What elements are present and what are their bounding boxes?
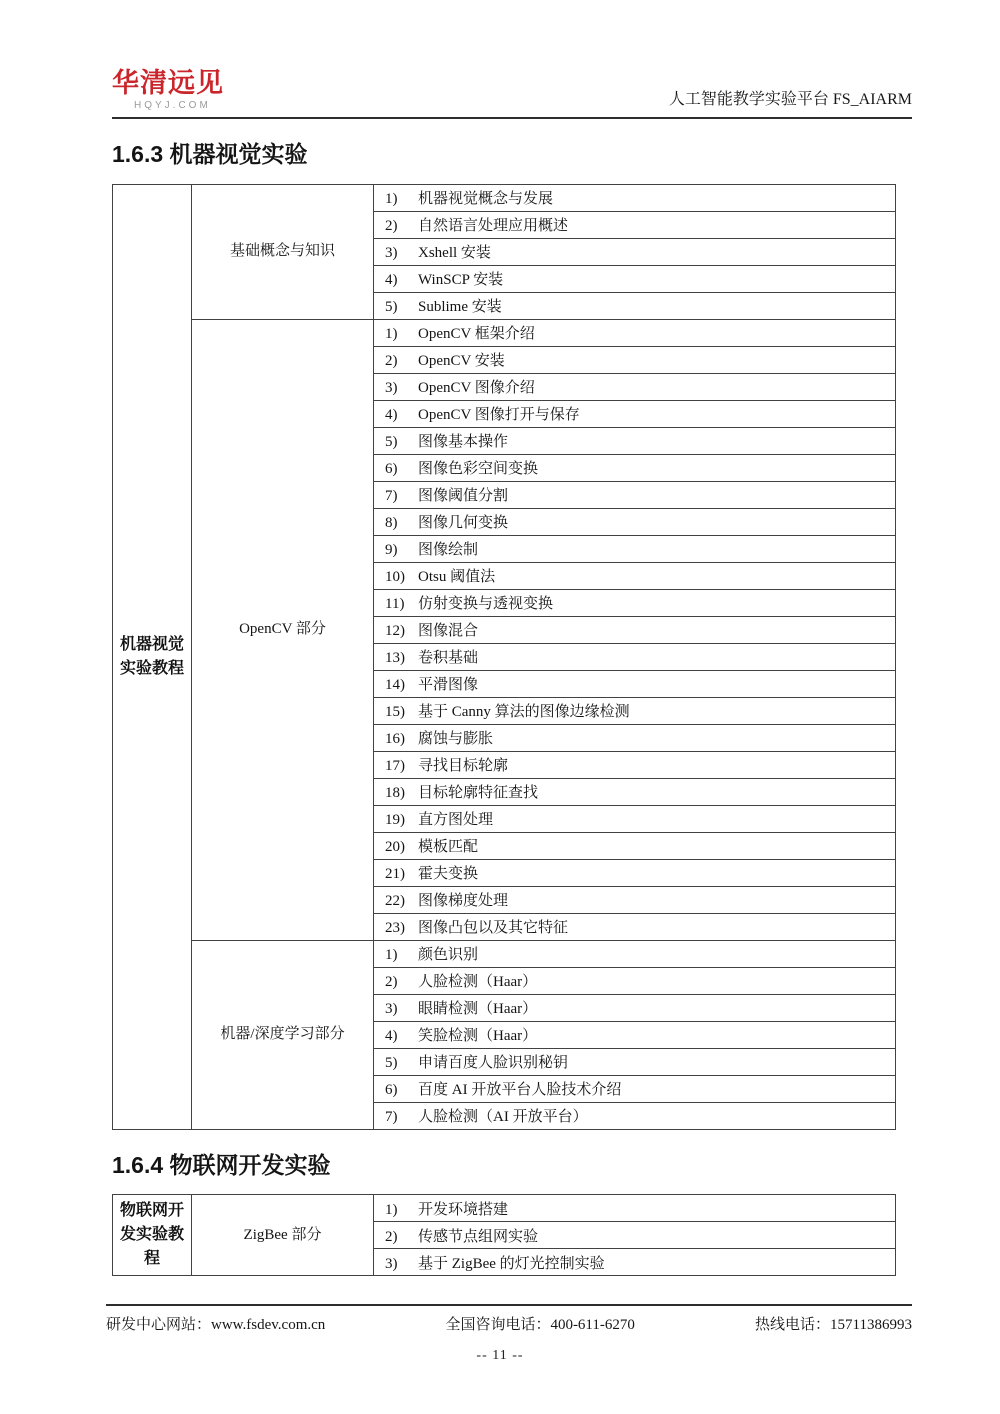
item-text: 目标轮廓特征查找 (418, 785, 539, 802)
item-number: 2) (385, 1228, 398, 1245)
item-number: 6) (385, 461, 398, 478)
page-header (112, 0, 912, 111)
company-logo (112, 70, 224, 111)
group-cell: 基础概念与知识 (192, 184, 374, 319)
item-text: 直方图处理 (418, 812, 494, 829)
item-number: 4) (385, 272, 398, 289)
item-number: 9) (385, 542, 398, 559)
item-number: 2) (385, 974, 398, 991)
item-text: OpenCV 安装 (418, 353, 505, 370)
item-number: 7) (385, 488, 398, 505)
item-cell (374, 724, 896, 751)
curriculum-table (112, 1194, 896, 1276)
item-cell (374, 238, 896, 265)
section-title: 1.6.4 物联网开发实验 (112, 1151, 331, 1178)
table-row (113, 1195, 896, 1222)
group-cell: 机器/深度学习部分 (192, 940, 374, 1129)
item-number: 11) (385, 596, 405, 613)
item-text: WinSCP 安装 (418, 272, 504, 289)
item-text: 寻找目标轮廓 (418, 758, 509, 775)
item-cell (374, 1249, 896, 1276)
item-number: 3) (385, 1001, 398, 1018)
item-cell (374, 427, 896, 454)
item-text: 腐蚀与膨胀 (418, 731, 494, 748)
item-number: 20) (385, 839, 405, 856)
item-text: OpenCV 图像打开与保存 (418, 407, 580, 424)
curriculum-table (112, 184, 896, 1130)
item-cell (374, 670, 896, 697)
section-title: 1.6.3 机器视觉实验 (112, 141, 308, 167)
header-platform-title: 人工智能教学实验平台 FS_AIARM (668, 91, 912, 108)
item-cell (374, 589, 896, 616)
item-text: 仿射变换与透视变换 (418, 596, 554, 613)
item-text: 图像梯度处理 (418, 893, 509, 910)
item-text: Sublime 安装 (418, 299, 502, 316)
item-text: 人脸检测（Haar） (418, 974, 538, 991)
table-row (113, 319, 896, 346)
item-cell (374, 1222, 896, 1249)
item-text: 笑脸检测（Haar） (418, 1028, 538, 1045)
table-row (113, 940, 896, 967)
page-footer (106, 1306, 912, 1334)
item-text: 眼睛检测（Haar） (418, 1001, 538, 1018)
item-text: 图像几何变换 (418, 515, 509, 532)
item-text: 基于 ZigBee 的灯光控制实验 (418, 1255, 605, 1272)
item-text: 机器视觉概念与发展 (418, 191, 554, 208)
item-cell (374, 562, 896, 589)
item-number: 15) (385, 704, 405, 721)
item-text: 基于 Canny 算法的图像边缘检测 (418, 704, 630, 721)
item-cell (374, 373, 896, 400)
page-number: -- 11 -- (476, 1348, 524, 1364)
sections (0, 141, 1000, 1276)
item-cell (374, 400, 896, 427)
item-text: 开发环境搭建 (418, 1201, 509, 1218)
item-number: 22) (385, 893, 405, 910)
item-number: 4) (385, 1028, 398, 1045)
footer-website: 研发中心网站：www.fsdev.com.cn (106, 1317, 326, 1334)
item-cell (374, 1021, 896, 1048)
item-text: 颜色识别 (418, 947, 479, 964)
item-number: 3) (385, 380, 398, 397)
item-cell (374, 805, 896, 832)
item-cell (374, 292, 896, 319)
item-number: 3) (385, 245, 398, 262)
item-cell (374, 184, 896, 211)
item-cell (374, 967, 896, 994)
item-cell (374, 211, 896, 238)
logo-domain-text: HQYJ.COM (134, 100, 211, 111)
item-number: 6) (385, 1082, 398, 1099)
item-cell (374, 454, 896, 481)
item-cell (374, 346, 896, 373)
item-cell (374, 751, 896, 778)
item-text: Otsu 阈值法 (418, 569, 496, 586)
item-cell (374, 913, 896, 940)
group-cell: ZigBee 部分 (192, 1195, 374, 1276)
item-cell (374, 265, 896, 292)
item-number: 23) (385, 920, 405, 937)
item-cell (374, 1102, 896, 1129)
category-cell: 物联网开发实验教程 (113, 1195, 192, 1276)
item-number: 1) (385, 1201, 398, 1218)
item-cell (374, 508, 896, 535)
item-number: 17) (385, 758, 405, 775)
item-cell (374, 616, 896, 643)
item-cell (374, 535, 896, 562)
item-number: 19) (385, 812, 405, 829)
item-text: 模板匹配 (418, 839, 479, 856)
item-text: Xshell 安装 (418, 245, 491, 262)
category-cell: 机器视觉实验教程 (113, 184, 192, 1129)
item-cell (374, 994, 896, 1021)
item-number: 12) (385, 623, 405, 640)
item-cell (374, 643, 896, 670)
item-cell (374, 940, 896, 967)
item-text: 图像混合 (418, 623, 479, 640)
header-divider (112, 117, 912, 119)
item-number: 13) (385, 650, 405, 667)
item-cell (374, 481, 896, 508)
item-text: 传感节点组网实验 (418, 1228, 539, 1245)
group-cell: OpenCV 部分 (192, 319, 374, 940)
item-text: 图像基本操作 (418, 434, 509, 451)
item-cell (374, 1075, 896, 1102)
item-number: 4) (385, 407, 398, 424)
item-number: 21) (385, 866, 405, 883)
table-row (113, 184, 896, 211)
item-number: 8) (385, 515, 398, 532)
item-text: 图像凸包以及其它特征 (418, 920, 569, 937)
item-number: 10) (385, 569, 405, 586)
item-text: 人脸检测（AI 开放平台） (418, 1109, 588, 1126)
item-cell (374, 1048, 896, 1075)
item-number: 3) (385, 1255, 398, 1272)
item-text: 自然语言处理应用概述 (418, 218, 569, 235)
item-number: 5) (385, 1055, 398, 1072)
item-number: 1) (385, 947, 398, 964)
item-text: 申请百度人脸识别秘钥 (418, 1055, 569, 1072)
item-text: 百度 AI 开放平台人脸技术介绍 (418, 1082, 622, 1099)
item-text: 卷积基础 (418, 650, 479, 667)
item-text: 图像阈值分割 (418, 488, 509, 505)
item-number: 14) (385, 677, 405, 694)
item-cell (374, 697, 896, 724)
item-number: 2) (385, 353, 398, 370)
item-text: 图像色彩空间变换 (418, 461, 539, 478)
item-number: 1) (385, 326, 398, 343)
item-text: 平滑图像 (418, 677, 479, 694)
item-number: 18) (385, 785, 405, 802)
footer-phone: 全国咨询电话：400-611-6270 (445, 1317, 635, 1334)
item-number: 7) (385, 1109, 398, 1126)
item-number: 5) (385, 434, 398, 451)
item-cell (374, 886, 896, 913)
item-number: 16) (385, 731, 405, 748)
item-number: 5) (385, 299, 398, 316)
item-cell (374, 832, 896, 859)
item-text: 图像绘制 (418, 542, 479, 559)
item-number: 1) (385, 191, 398, 208)
item-cell (374, 859, 896, 886)
item-text: 霍夫变换 (418, 866, 479, 883)
item-text: OpenCV 框架介绍 (418, 326, 535, 343)
logo-brand-text: 华清远见 (112, 68, 224, 98)
item-cell (374, 778, 896, 805)
item-number: 2) (385, 218, 398, 235)
footer-hotline: 热线电话：15711386993 (755, 1317, 912, 1334)
item-cell (374, 1195, 896, 1222)
item-text: OpenCV 图像介绍 (418, 380, 535, 397)
item-cell (374, 319, 896, 346)
